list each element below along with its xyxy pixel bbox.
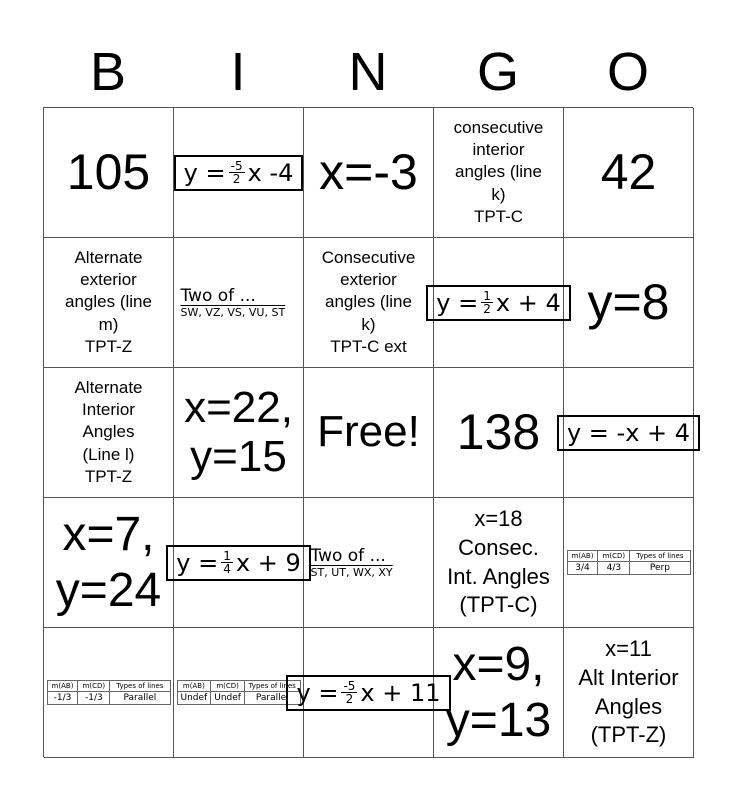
eq-lhs: y = (176, 548, 219, 577)
text-line: exterior (80, 270, 137, 290)
text-line: x=9, (452, 638, 545, 692)
eq-lhs: y = (296, 678, 339, 707)
cell-r2c2[interactable] (174, 238, 304, 368)
text-line: Int. Angles (447, 563, 550, 589)
text-line: (Line l) (82, 444, 135, 464)
slope-cd: -1/3 (78, 692, 110, 705)
header-letter-o: O (606, 42, 649, 102)
equation-box (286, 675, 450, 711)
cell-text: x=-3 (319, 144, 418, 200)
text-line: Alternate (74, 248, 143, 268)
frac-numerator: 1 (483, 289, 491, 303)
cell-r2c1[interactable] (44, 238, 174, 368)
cell-r5c1[interactable] (44, 628, 174, 758)
cell-r5c4[interactable] (434, 628, 564, 758)
text-line: k) (361, 314, 376, 334)
text-line: y=15 (190, 431, 287, 481)
text-line: angles (line (65, 292, 152, 312)
text-line: TPT-Z (84, 466, 133, 486)
text-line: Angles (594, 693, 663, 719)
text-line: angles (line (455, 162, 542, 182)
col-header-cd: m(CD) (78, 681, 110, 692)
eq-fraction (229, 160, 245, 185)
cell-r4c4[interactable] (434, 498, 564, 628)
note-segments: SW, VZ, VS, VU, ST (180, 306, 286, 319)
line-type: Perp (630, 562, 690, 575)
col-header-cd: m(CD) (211, 681, 245, 692)
cell-r4c3[interactable] (304, 498, 434, 628)
eq-fraction (341, 680, 357, 705)
eq-fraction (481, 290, 493, 315)
header-letter-n: N (348, 42, 388, 102)
header-letter-b: B (89, 42, 127, 102)
text-line: TPT-C (473, 206, 524, 226)
frac-denominator: 2 (232, 172, 241, 186)
cell-r3c1[interactable] (44, 368, 174, 498)
text-line: x=11 (605, 636, 652, 662)
cell-text-block (65, 247, 152, 357)
frac-denominator: 4 (223, 562, 231, 576)
slope-cd: Undef (211, 692, 245, 705)
cell-text-block (578, 635, 678, 749)
cell-text: y=8 (587, 274, 670, 330)
text-line: (TPT-Z) (590, 722, 667, 748)
text-line: interior (472, 140, 525, 160)
note-segments: ST, UT, WX, XY (310, 566, 393, 579)
text-line: y=13 (445, 693, 552, 747)
eq-rest: x + 4 (495, 288, 561, 317)
frac-numerator: 1 (223, 549, 231, 563)
text-line: m) (98, 314, 119, 334)
text-line: Consec. (458, 534, 539, 560)
cell-r2c3[interactable] (304, 238, 434, 368)
cell-r5c5[interactable] (564, 628, 694, 758)
note-heading: Two of ... (180, 286, 256, 306)
equation-box (426, 285, 570, 321)
note-heading: Two of ... (310, 546, 386, 566)
equation-box (174, 155, 304, 191)
slope-cd: 4/3 (598, 562, 630, 575)
cell-text-block (454, 117, 544, 227)
slope-table (47, 680, 171, 705)
cell-r1c2[interactable] (174, 108, 304, 238)
slope-table (177, 680, 301, 705)
text-line: Alt Interior (578, 664, 679, 690)
cell-r5c2[interactable] (174, 628, 304, 758)
text-line: k) (491, 184, 506, 204)
cell-r5c3[interactable] (296, 628, 441, 758)
col-header-ab: m(AB) (177, 681, 211, 692)
cell-text-block (184, 384, 293, 481)
frac-numerator: -5 (230, 159, 243, 173)
col-header-ab: m(AB) (567, 551, 598, 562)
cell-r1c4[interactable] (434, 108, 564, 238)
slope-table (567, 550, 691, 575)
header-letter-g: G (476, 42, 519, 102)
cell-free-space[interactable] (304, 368, 434, 498)
equation-box (557, 415, 700, 451)
free-space-label: Free! (317, 407, 420, 457)
cell-r4c1[interactable] (44, 498, 174, 628)
frac-numerator: -5 (343, 679, 356, 693)
cell-text-block (74, 377, 142, 487)
slope-ab: -1/3 (47, 692, 78, 705)
col-header-ab: m(AB) (47, 681, 78, 692)
cell-text-block (322, 247, 416, 357)
text-line: TPT-Z (84, 336, 133, 356)
header-letter-i: I (230, 42, 246, 102)
cell-r4c5[interactable] (564, 498, 694, 628)
text-line: y=24 (55, 563, 162, 617)
cell-r3c4[interactable] (434, 368, 564, 498)
cell-text-block (447, 505, 550, 619)
line-type: Parallel (244, 692, 300, 705)
col-header-type: Types of lines (630, 551, 690, 562)
handwritten-note (177, 286, 301, 319)
cell-r1c5[interactable] (564, 108, 694, 238)
text-line: x=22, (184, 383, 293, 433)
frac-denominator: 2 (483, 302, 491, 316)
eq-rest: x + 9 (235, 548, 301, 577)
line-type: Parallel (110, 692, 170, 705)
cell-text: 105 (66, 144, 151, 200)
text-line: Angles (82, 422, 135, 442)
slope-ab: 3/4 (567, 562, 598, 575)
col-header-type: Types of lines (110, 681, 170, 692)
text-line: angles (line (325, 292, 412, 312)
cell-r3c2[interactable] (174, 368, 304, 498)
text-line: x=18 (474, 506, 523, 532)
text-line: exterior (340, 270, 397, 290)
handwritten-note (307, 546, 431, 579)
cell-r1c1[interactable] (44, 108, 174, 238)
eq-text: y = -x + 4 (566, 418, 691, 447)
eq-lhs: y = (436, 288, 479, 317)
cell-r4c2[interactable] (174, 498, 304, 628)
text-line: Interior (82, 400, 135, 420)
equation-box (166, 545, 310, 581)
text-line: x=7, (62, 508, 155, 562)
bingo-grid (43, 107, 693, 757)
cell-r3c5[interactable] (564, 368, 694, 498)
cell-text: 138 (456, 404, 541, 460)
cell-r2c5[interactable] (564, 238, 694, 368)
cell-r1c3[interactable] (304, 108, 434, 238)
text-line: Consecutive (321, 248, 416, 268)
cell-r2c4[interactable] (434, 238, 564, 368)
col-header-type: Types of lines (244, 681, 300, 692)
eq-rest: x + 11 (360, 678, 441, 707)
cell-text-block (56, 507, 161, 617)
bingo-header (43, 40, 693, 104)
text-line: TPT-C ext (330, 336, 407, 356)
col-header-cd: m(CD) (598, 551, 630, 562)
frac-denominator: 2 (345, 692, 354, 706)
text-line: Alternate (74, 378, 143, 398)
cell-text: 42 (600, 144, 657, 200)
eq-fraction (221, 550, 233, 575)
eq-lhs: y = (183, 158, 226, 187)
slope-ab: Undef (177, 692, 211, 705)
text-line: (TPT-C) (459, 592, 538, 618)
text-line: consecutive (453, 118, 544, 138)
cell-text-block (446, 637, 551, 747)
eq-rest: x -4 (247, 158, 294, 187)
